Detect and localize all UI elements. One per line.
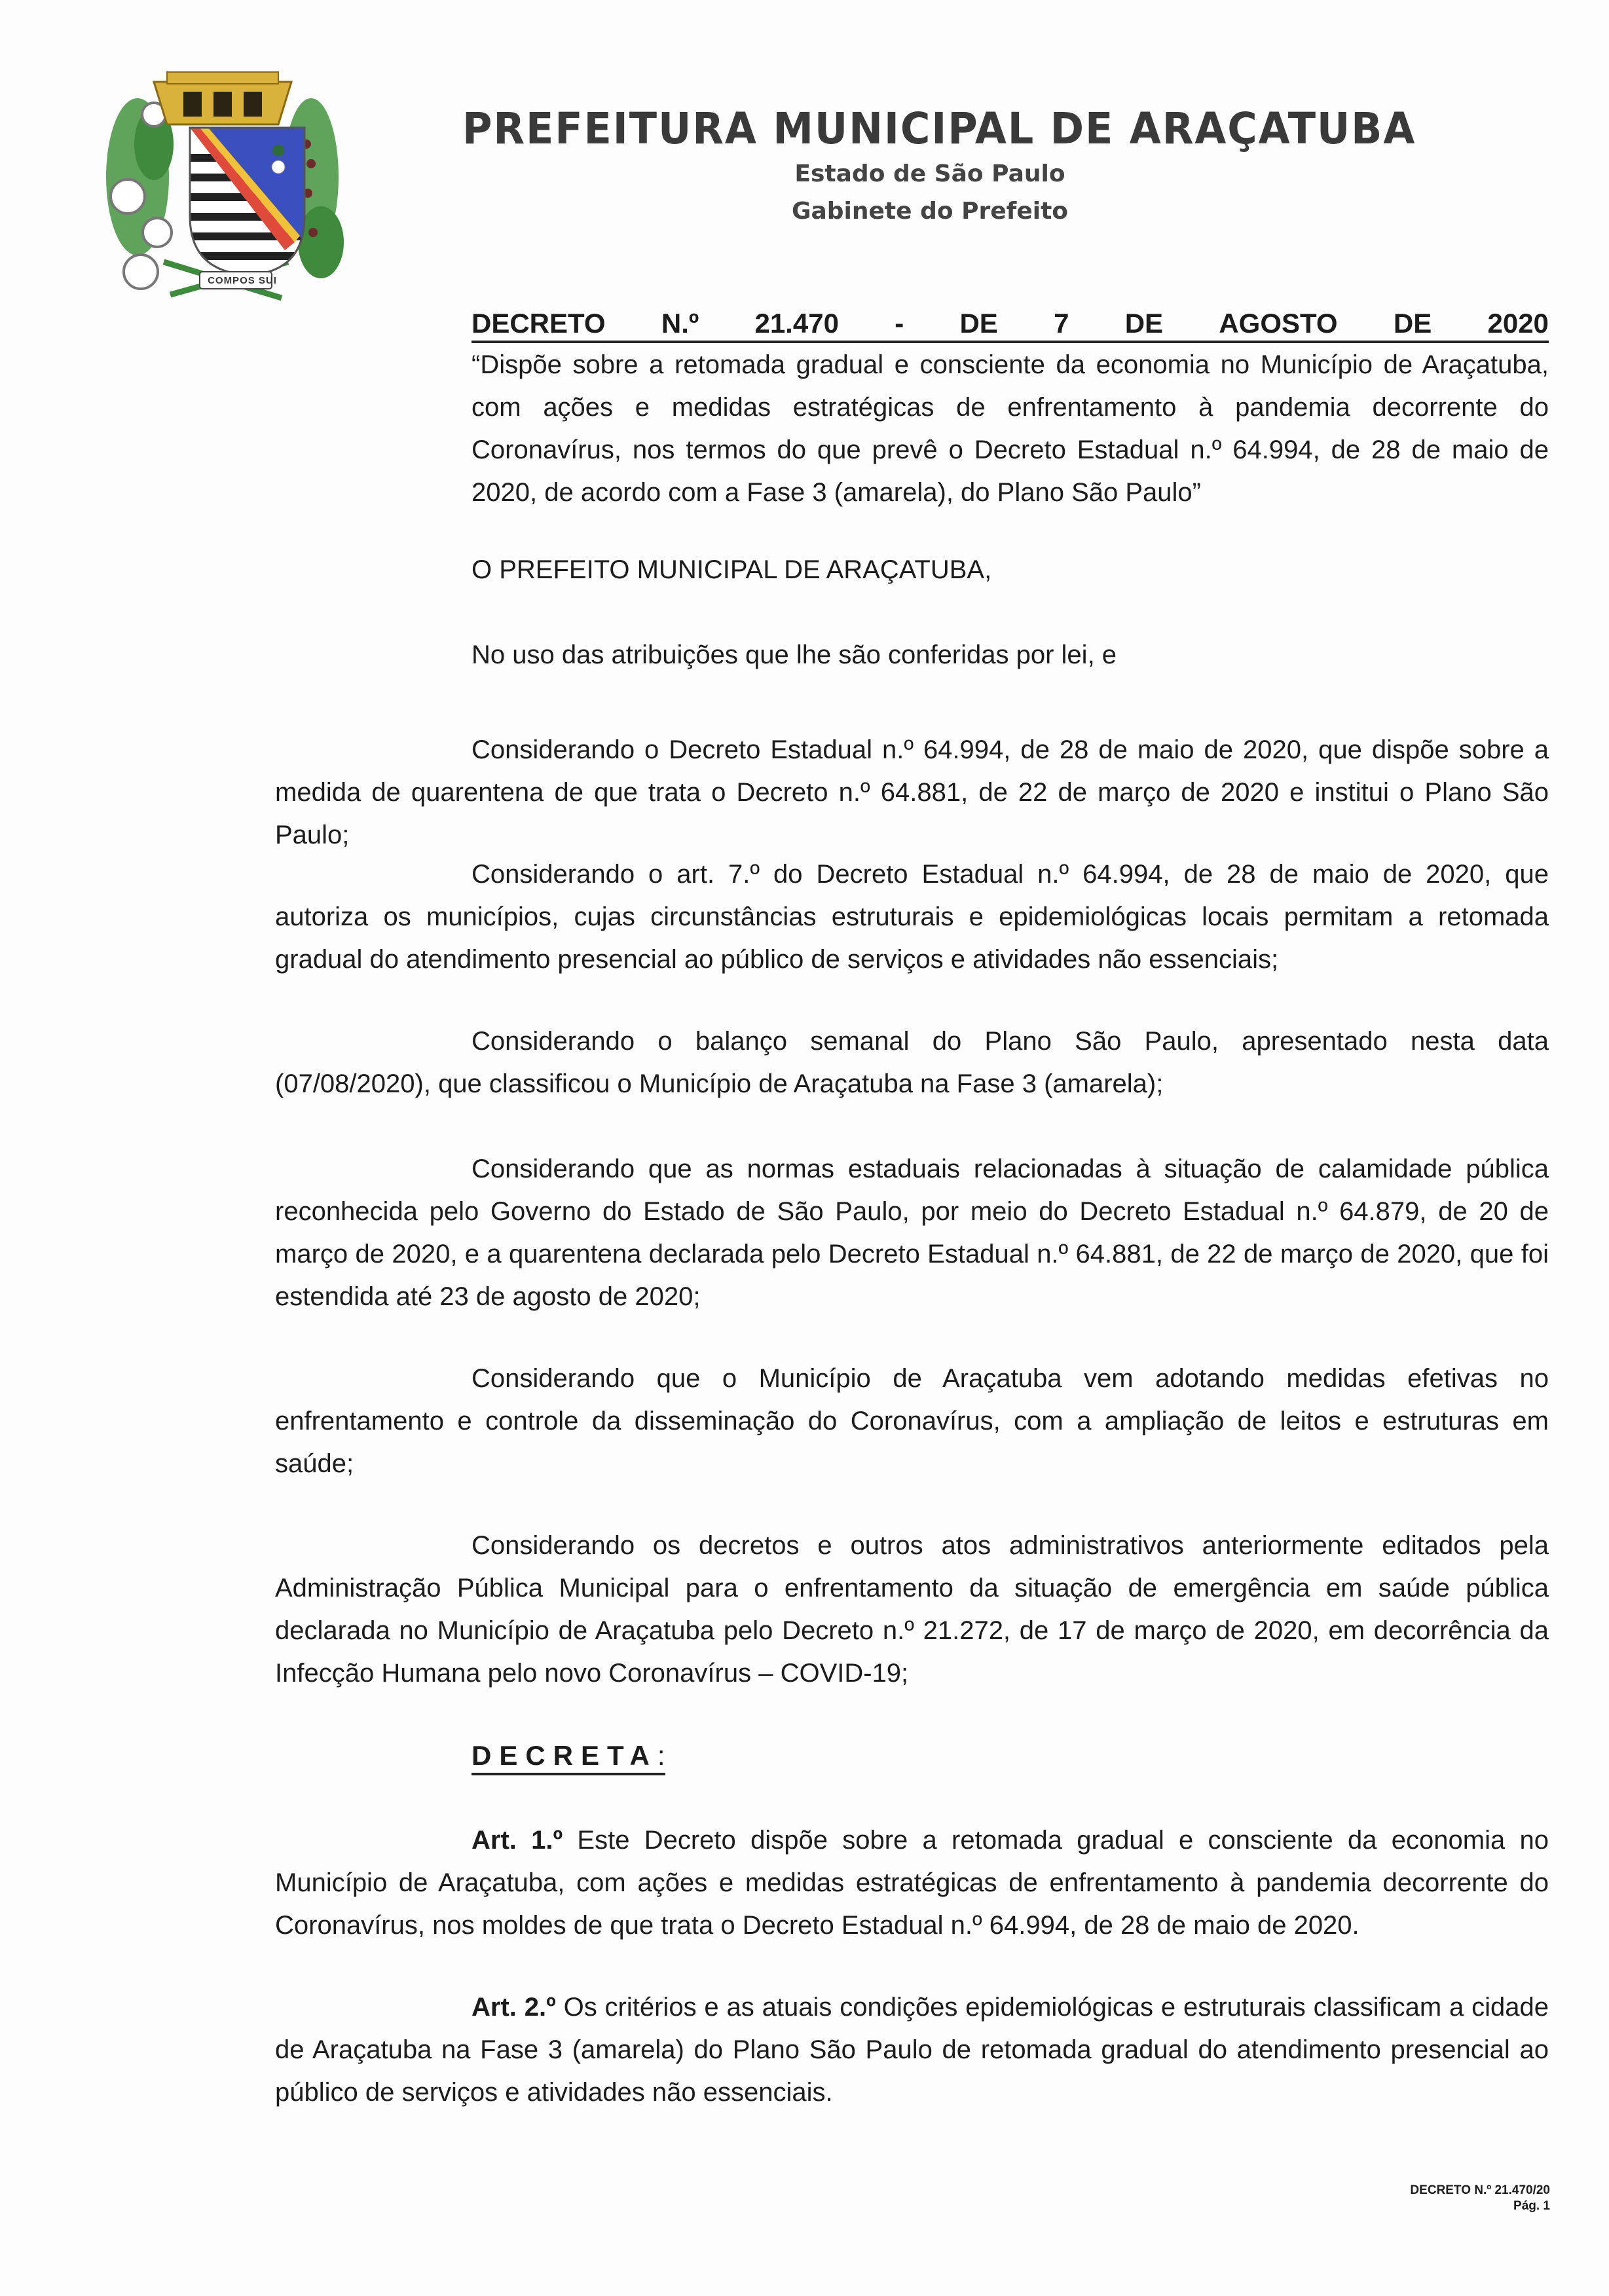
considerando-text: Considerando o Decreto Estadual n.º 64.994, de 28 de maio de 2020, que dispõe sobre a medida de quarentena de que trata o Decreto n.º 64.881, de 22 de março de 2020 e institui o Plano São Paulo; [275,735,1549,849]
decree-epigraph: “Dispõe sobre a retomada gradual e consciente da economia no Município de Araçatuba, com ações e medidas estratégicas de enfrentamento à pandemia decorrente do Coronavírus, nos termos do que prevê o Decreto Estadual n.º 64.994, de 28 de maio de 2020, de acordo com a Fase 3 (amarela), do Plano São Paulo” [472,350,1549,507]
decree-heading-word: DE [1124,308,1164,339]
crest-motto: COMPOS SUI [208,275,277,286]
decreta-label: DECRETA [472,1740,657,1771]
decree-heading-word: DE [1393,308,1432,339]
decree-heading-word: 7 [1054,308,1069,339]
cotton-branch-icon [106,98,174,289]
considerando-text: Considerando o balanço semanal do Plano São Paulo, apresentado nesta data (07/08/2020), que classificou o Município de Araçatuba na Fase 3 (amarela); [275,1027,1549,1098]
office-subtitle: Gabinete do Prefeito [791,198,1069,225]
powers-line: No uso das atribuições que lhe são conferidas por lei, e [472,640,1117,669]
article-2 [275,1986,1549,2114]
decree-heading-word: DE [959,308,998,339]
authority-line: O PREFEITO MUNICIPAL DE ARAÇATUBA, [472,555,992,584]
decreta-heading [472,1739,665,1775]
page-footer [1410,2183,1550,2214]
article-label: Art. 2.º [472,1993,556,2022]
considerando-paragraph [275,1525,1549,1695]
article-1 [275,1819,1549,1947]
considerando-text: Considerando o art. 7.º do Decreto Estadual n.º 64.994, de 28 de maio de 2020, que autoriza os municípios, cujas circunstâncias estruturais e epidemiológicas locais permitam a retomada gradual do atendimento presencial ao público de serviços e atividades não essenciais; [275,860,1549,974]
coat-of-arms-logo [92,46,354,314]
considerando-paragraph [275,1020,1549,1105]
shield-icon [190,128,305,278]
decree-heading-word: 2020 [1487,308,1549,339]
considerando-paragraph [275,729,1549,857]
footer-reference: DECRETO N.º 21.470/20 [1410,2183,1550,2197]
state-subtitle: Estado de São Paulo [794,160,1065,187]
decree-heading-word: - [895,308,904,339]
decree-heading [472,306,1549,343]
considerando-paragraph [275,1148,1549,1318]
article-text: Os critérios e as atuais condições epidemiológicas e estruturais classificam a cidade de Araçatuba na Fase 3 (amarela) do Plano São Paulo de retomada gradual do atendimento presencial ao público de serviços e atividades não essenciais. [275,1993,1549,2107]
page-title: PREFEITURA MUNICIPAL DE ARAÇATUBA [462,103,1416,154]
considerando-text: Considerando os decretos e outros atos administrativos anteriormente editados pela Administração Pública Municipal para o enfrentamento da situação de emergência em saúde pública declarada no Município de Araçatuba pelo Decreto n.º 21.272, de 17 de março de 2020, em decorrência da Infecção Humana pelo novo Coronavírus – COVID-19; [275,1531,1549,1688]
decree-heading-word: N.º [661,308,699,339]
decreta-colon: : [657,1740,665,1771]
considerando-paragraph [275,853,1549,981]
considerando-text: Considerando que as normas estaduais relacionadas à situação de calamidade pública reconhecida pelo Governo do Estado de São Paulo, por meio do Decreto Estadual n.º 64.879, de 20 de março de 2020, e a quarentena declarada pelo Decreto Estadual n.º 64.881, de 22 de março de 2020, que foi estendida até 23 de agosto de 2020; [275,1155,1549,1311]
decree-heading-word: DECRETO [472,308,606,339]
considerando-paragraph [275,1358,1549,1485]
decree-heading-word: 21.470 [754,308,839,339]
page-number: Pág. 1 [1513,2199,1550,2213]
considerando-text: Considerando que o Município de Araçatuba vem adotando medidas efetivas no enfrentamento e controle da disseminação do Coronavírus, com a ampliação de leitos e estruturas em saúde; [275,1364,1549,1478]
decree-heading-word: AGOSTO [1219,308,1338,339]
mural-crown-icon [154,72,291,124]
article-text: Este Decreto dispõe sobre a retomada gradual e consciente da economia no Município de Araçatuba, com ações e medidas estratégicas de enfrentamento à pandemia decorrente do Coronavírus, nos moldes de que trata o Decreto Estadual n.º 64.994, de 28 de maio de 2020. [275,1826,1549,1940]
article-label: Art. 1.º [472,1826,563,1855]
